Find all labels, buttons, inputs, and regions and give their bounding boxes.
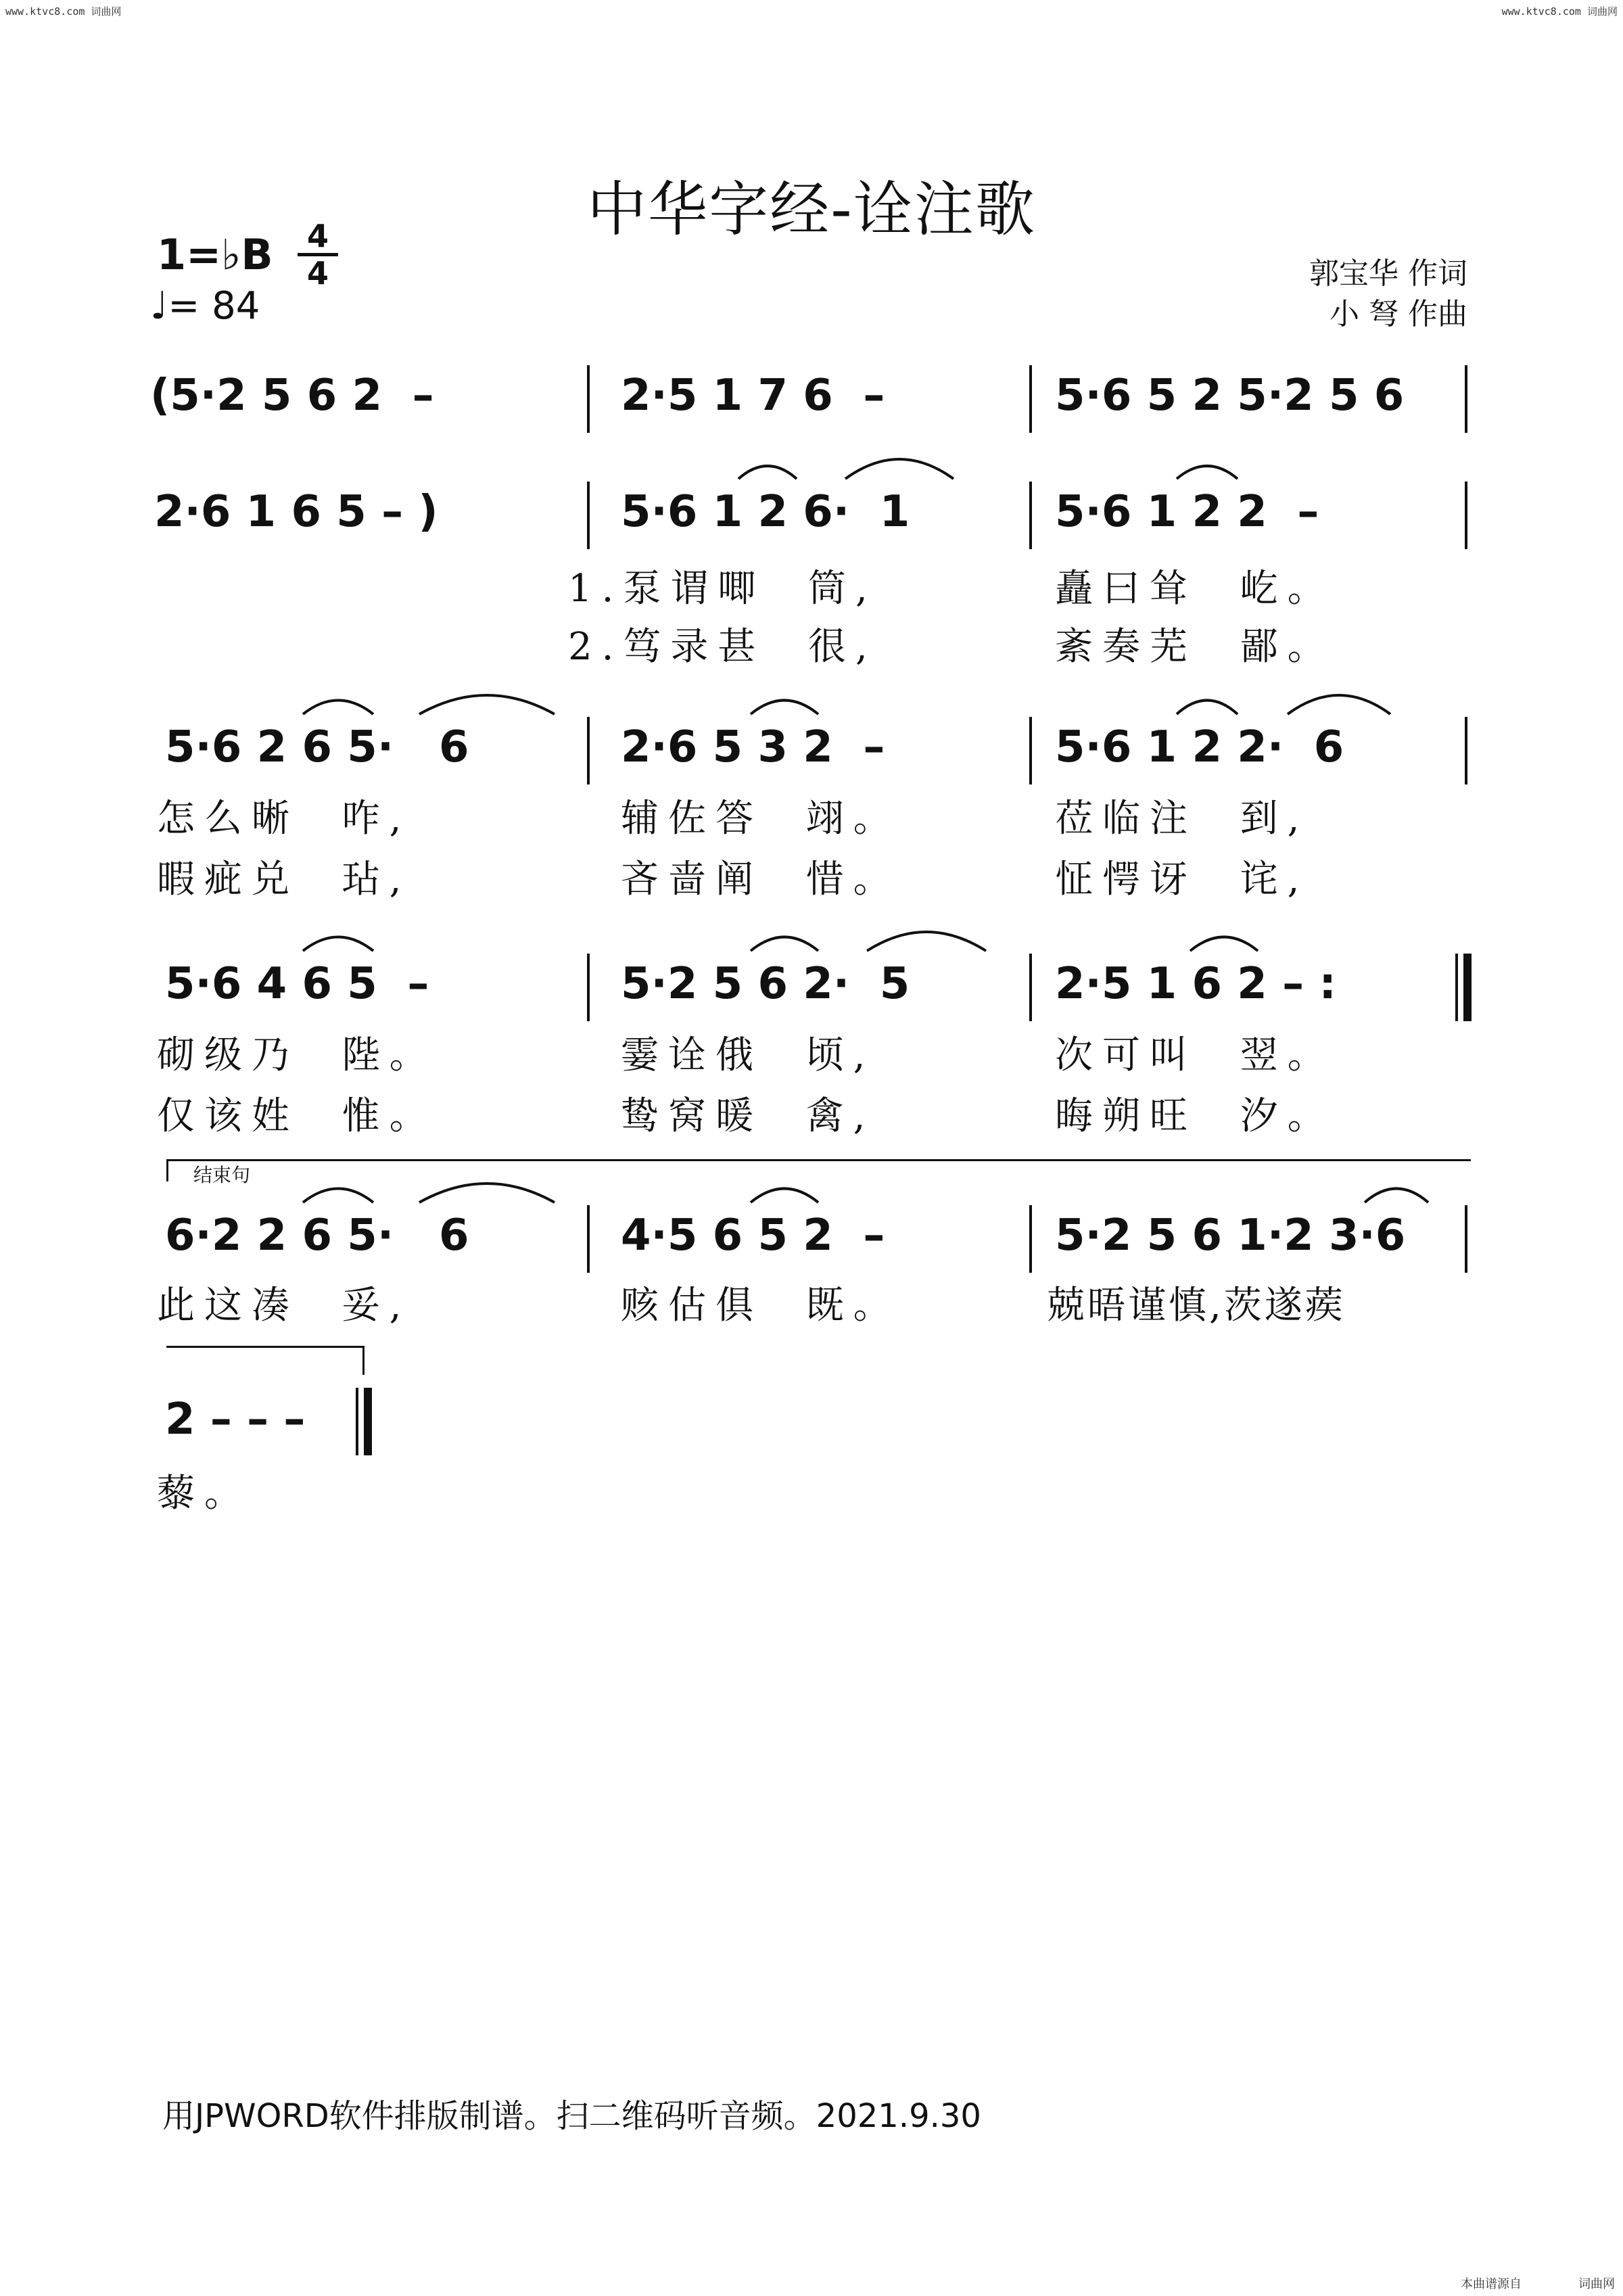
lyric-line: 此这凑 妥,	[157, 1284, 411, 1328]
meter-bottom: 4	[306, 255, 329, 291]
slur	[419, 695, 555, 714]
key-signature: 1=♭B	[157, 230, 273, 279]
lyric-line: 藜。	[157, 1472, 252, 1516]
lyric-verse2: 怔愕讶 诧,	[1055, 858, 1309, 901]
lyric-verse2: 鸷窝暖 禽,	[621, 1094, 875, 1138]
composer-credit: 小 弩 作曲	[1330, 297, 1467, 331]
lyric-verse2: 紊奏芜 鄙。	[1055, 625, 1335, 669]
lyric-verse1: 次可叫 翌。	[1055, 1033, 1335, 1077]
slur	[845, 459, 954, 479]
measure-notes: 5·6 4 6 5 –	[165, 959, 429, 1009]
watermark-right: www.ktvc8.com 词曲网	[1501, 5, 1618, 18]
measure-notes: 5·6 5 2 5·2 5 6	[1055, 371, 1405, 421]
lyric-verse1: 矗曰耸 屹。	[1055, 567, 1335, 611]
lyric-verse2: 吝啬阐 惜。	[621, 858, 901, 901]
corner-source-right: 词曲网	[1578, 2277, 1615, 2291]
slur	[303, 1189, 373, 1203]
measure-notes: 5·6 1 2 2 –	[1055, 487, 1319, 537]
measure-notes: 6·2 2 6 5· 6	[165, 1211, 469, 1261]
slur	[1190, 937, 1258, 952]
song-title: 中华字经-诠注歌	[587, 174, 1036, 244]
slur	[1288, 695, 1390, 714]
measure-notes: 2·5 1 6 2 – :	[1055, 959, 1336, 1009]
measure-notes: 2·6 5 3 2 –	[621, 722, 885, 772]
lyric-verse1: 莅临注 到,	[1055, 797, 1309, 841]
meter-top: 4	[306, 218, 329, 254]
slur	[1177, 466, 1238, 479]
ending-label: 结束句	[193, 1164, 251, 1186]
measure-notes: 2 – – –	[165, 1395, 306, 1445]
slur	[303, 937, 373, 952]
slur	[751, 937, 818, 952]
slur	[751, 701, 818, 715]
lyric-verse1: 1.泵谓唧 筒,	[568, 567, 877, 611]
slur	[303, 701, 373, 715]
lyric-line: 兢晤谨慎,茨遂蒺	[1047, 1284, 1346, 1328]
lyric-verse1: 霎诠俄 顷,	[621, 1033, 875, 1077]
measure-notes: 5·6 1 2 6· 1	[621, 487, 910, 537]
corner-source-left: 本曲谱源自	[1461, 2277, 1522, 2291]
lyricist-credit: 郭宝华 作词	[1309, 256, 1467, 291]
lyric-verse2: 仅该姓 惟。	[157, 1094, 437, 1138]
slur	[751, 1189, 818, 1203]
lyric-verse1: 怎么晰 咋,	[157, 797, 411, 841]
slur	[1177, 701, 1238, 715]
measure-notes: 5·6 1 2 2· 6	[1055, 722, 1344, 772]
slur	[1365, 1189, 1428, 1203]
slur	[419, 1184, 555, 1202]
lyric-verse1: 砌级乃 陛。	[157, 1033, 437, 1077]
slur	[738, 466, 797, 479]
lyric-verse2: 晦朔旺 汐。	[1055, 1094, 1335, 1138]
measure-notes: 5·2 5 6 2· 5	[621, 959, 910, 1009]
measure-notes: 5·6 2 6 5· 6	[165, 722, 469, 772]
slur	[867, 932, 986, 951]
lyric-line: 赅估俱 既。	[621, 1284, 901, 1328]
measure-notes: 4·5 6 5 2 –	[621, 1211, 885, 1261]
lyric-verse2: 2.笃录甚 很,	[568, 625, 877, 669]
measure-notes: 2·6 1 6 5 – )	[154, 487, 438, 537]
lyric-verse1: 辅佐答 翊。	[621, 797, 901, 841]
footer-note: 用JPWORD软件排版制谱。扫二维码听音频。2021.9.30	[162, 2097, 981, 2135]
measure-notes: 2·5 1 7 6 –	[621, 371, 885, 421]
watermark-left: www.ktvc8.com 词曲网	[5, 5, 122, 18]
tempo-marking: ♩= 84	[150, 284, 260, 328]
measure-notes: (5·2 5 6 2 –	[150, 371, 434, 421]
measure-notes: 5·2 5 6 1·2 3·6	[1055, 1211, 1406, 1261]
lyric-verse2: 暇疵兑 玷,	[157, 858, 411, 901]
